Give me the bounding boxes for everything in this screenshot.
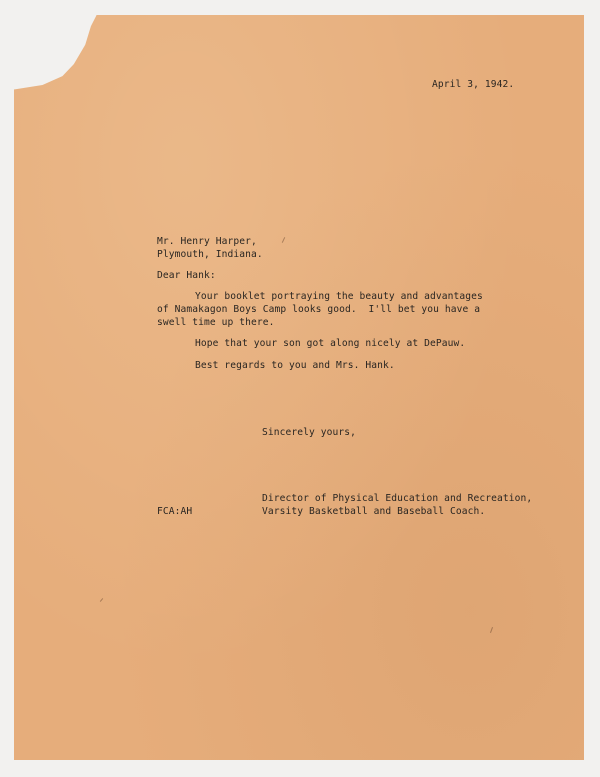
letter-date: April 3, 1942. (432, 79, 515, 90)
body-paragraph-1-line-3: swell time up there. (157, 317, 275, 328)
body-paragraph-1-line-1: Your booklet portraying the beauty and advantages (195, 291, 483, 302)
signature-title-line-1: Director of Physical Education and Recreation, (262, 493, 533, 504)
paper-speck (100, 598, 103, 602)
recipient-name: Mr. Henry Harper, (157, 236, 257, 247)
paper-speck (282, 237, 285, 243)
paper-speck (490, 627, 493, 633)
salutation: Dear Hank: (157, 270, 216, 281)
body-paragraph-3: Best regards to you and Mrs. Hank. (195, 360, 395, 371)
body-paragraph-1-line-2: of Namakagon Boys Camp looks good. I'll bet you have a (157, 304, 481, 315)
signature-title-line-2: Varsity Basketball and Baseball Coach. (262, 506, 486, 517)
body-paragraph-2: Hope that your son got along nicely at DePauw. (195, 338, 466, 349)
reference-initials: FCA:AH (157, 506, 193, 517)
letter-sheet (14, 15, 584, 760)
closing: Sincerely yours, (262, 427, 357, 438)
recipient-location: Plymouth, Indiana. (157, 249, 263, 260)
